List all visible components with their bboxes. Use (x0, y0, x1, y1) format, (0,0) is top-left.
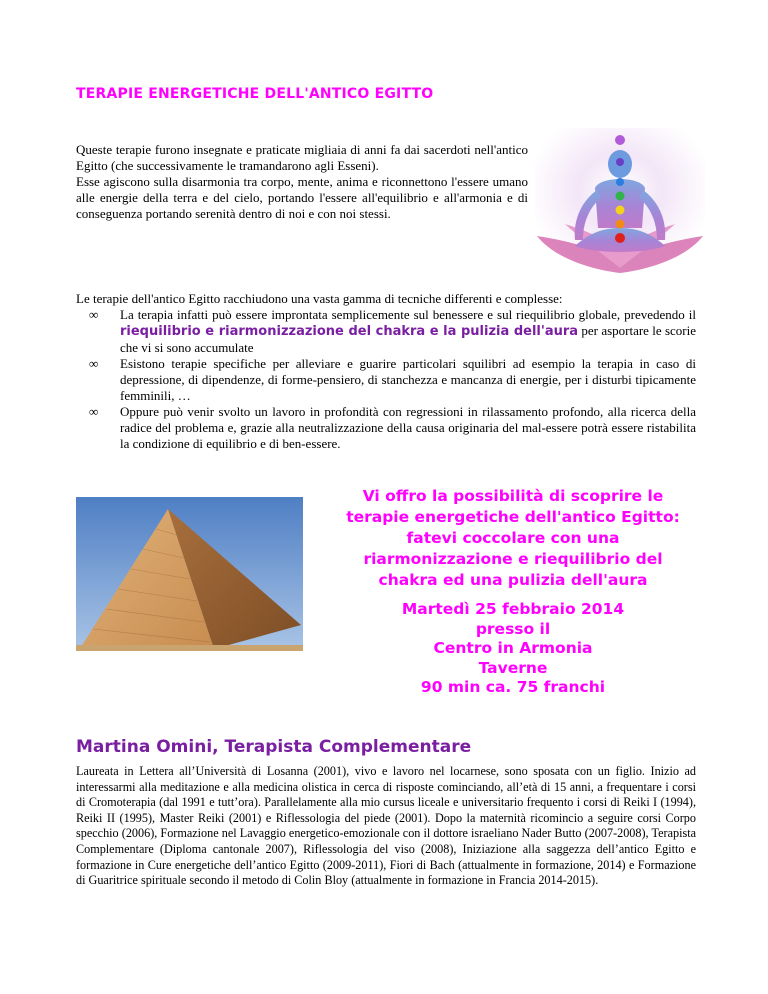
pyramid-image (76, 497, 303, 651)
bio-text: Laureata in Lettera all’Università di Losanna (2001), vivo e lavoro nel locarnese, sono sposata con un figlio. Inizio ad interessarmi alla meditazione e alla medicina olistica in cerca di risposte cominciando, all’età di 15 anni, a frequentare i corsi di Cromoterapia (dal 1991 e tutt’ora). Parallelamente alla mio cursus liceale e universitario frequento i corsi di Reiki I (1994), Reiki II (1995), Master Reiki (2001) e Riflessologia del piede (2001). Dopo la maternità ricomincio a seguire corsi Corpo specchio (2006), Formazione nel Lavaggio energetico-emozionale con il dottore israeliano Nader Butto (2007-2008), Terapista Complementare (Diploma cantonale 2007), Riflessologia del viso (2008), Iniziazione alla saggezza dell’antico Egitto e formazione in Cure energetiche dell’antico Egitto (2009-2011), Fiori di Bach (attualmente in formazione, 2014) e Formazione di Guaritrice spirituale secondo il metodo di Colin Bloy (attualmente in formazione in Francia 2014-2015). (76, 764, 696, 888)
offer-text (320, 486, 706, 591)
offer-line: chakra ed una pulizia dell'aura (378, 571, 648, 589)
offer-line: terapie energetiche dell'antico Egitto: (346, 508, 680, 526)
intro-section (76, 142, 528, 222)
list-item (76, 356, 696, 404)
offer-line: fatevi coccolare con una (406, 529, 620, 547)
offer-line: riarmonizzazione e riequilibrio del (363, 550, 663, 568)
event-date: Martedì 25 febbraio 2014 (401, 600, 625, 618)
list-item (76, 307, 696, 356)
list-intro: Le terapie dell'antico Egitto racchiudono una vasta gamma di tecniche differenti e complesse: (76, 291, 563, 306)
event-place: Centro in Armonia (433, 639, 593, 658)
list-item-text: per asportare le scorie che vi si sono accumulate (120, 323, 696, 355)
therapy-list (76, 307, 696, 452)
list-item-text: Esistono terapie specifiche per alleviare e guarire particolari squilibri ad esempio la terapia in caso di depressione, di dipendenze, di forme-pensiero, di stanchezza e mancanza di energie, per i disturbi tipicamente femminili, … (120, 356, 696, 403)
list-item (76, 404, 696, 452)
list-item-text: Oppure può venir svolto un lavoro in profondità con regressioni in rilassamento profondo, alla ricerca della radice del problema e, grazie alla neutralizzazione della causa originaria del mal-essere potrà essere ristabilita la condizione di equilibrio e di ben-essere. (120, 404, 696, 451)
infinity-bullet-icon: ∞ (89, 356, 99, 371)
list-item-text: La terapia infatti può essere improntata semplicemente sul benessere e sul riequilibrio globale, prevedendo il (120, 307, 696, 322)
event-details (330, 600, 696, 698)
event-presso: presso il (475, 619, 551, 638)
intro-paragraph-2: Esse agiscono sulla disarmonia tra corpo, mente, anima e riconnettono l'essere umano alle energie della terra e del cielo, portando l'essere all'equilibrio e all'armonia e di conseguenza portando serenità dentro di noi e con noi stessi. (76, 174, 528, 221)
offer-line: Vi offro la possibilità di scoprire le (362, 487, 664, 505)
list-item-highlight: riequilibrio e riarmonizzazione del chakra e la pulizia dell'aura (120, 324, 579, 339)
intro-paragraph-1: Queste terapie furono insegnate e praticate migliaia di anni fa dai sacerdoti nell'antico Egitto (che successivamente le tramandarono agli Esseni). (76, 142, 528, 173)
bio-heading: Martina Omini, Terapista Complementare (76, 737, 472, 757)
chakra-meditation-image (535, 128, 705, 276)
infinity-bullet-icon: ∞ (89, 404, 99, 419)
infinity-bullet-icon: ∞ (89, 307, 99, 322)
page-title: TERAPIE ENERGETICHE DELL'ANTICO EGITTO (76, 86, 434, 102)
event-town: Taverne (478, 658, 548, 677)
event-price: 90 min ca. 75 franchi (420, 678, 606, 697)
